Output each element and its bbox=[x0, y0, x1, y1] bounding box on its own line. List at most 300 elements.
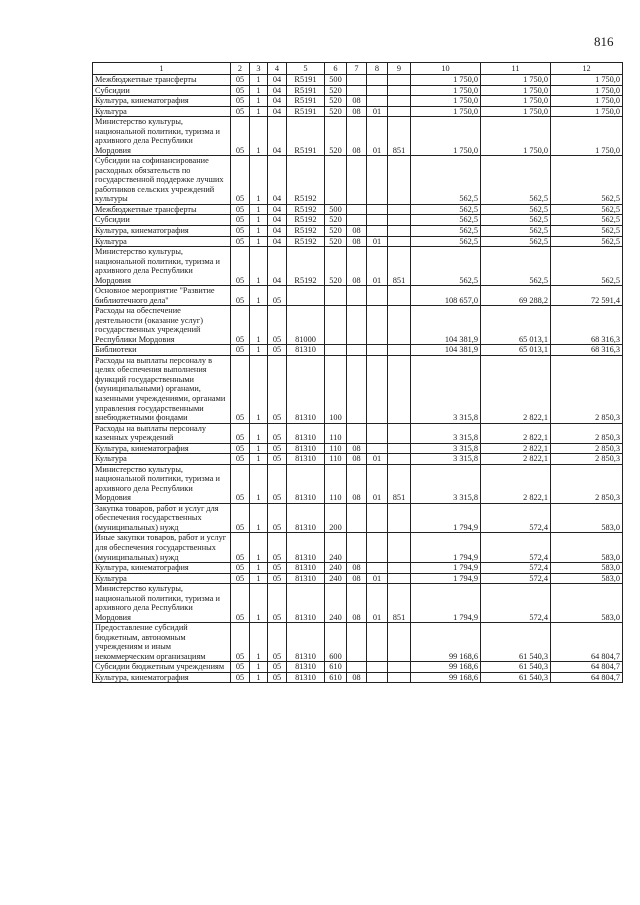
section-code-cell: 05 bbox=[231, 225, 250, 236]
section-code-cell: 05 bbox=[231, 236, 250, 247]
amount-year3-cell: 562,5 bbox=[551, 225, 623, 236]
target-code-cell: R5191 bbox=[287, 85, 325, 96]
table-row bbox=[93, 85, 623, 96]
amount-year2-cell: 572,4 bbox=[481, 533, 551, 563]
ministry-code-cell bbox=[388, 662, 411, 673]
division-code-cell bbox=[347, 215, 367, 226]
program-code-cell: 1 bbox=[250, 236, 268, 247]
section-code-cell: 05 bbox=[231, 117, 250, 156]
program-code-cell: 1 bbox=[250, 503, 268, 533]
row-name-cell: Культура bbox=[93, 236, 231, 247]
program-code-cell: 1 bbox=[250, 225, 268, 236]
section-code-cell: 05 bbox=[231, 286, 250, 306]
subdivision-code-cell: 01 bbox=[367, 106, 388, 117]
subprogram-code-cell: 05 bbox=[268, 443, 287, 454]
expense-type-cell: 520 bbox=[325, 85, 347, 96]
division-code-cell: 08 bbox=[347, 443, 367, 454]
amount-year1-cell: 3 315,8 bbox=[411, 443, 481, 454]
ministry-code-cell bbox=[388, 355, 411, 423]
table-row bbox=[93, 75, 623, 86]
amount-year3-cell: 1 750,0 bbox=[551, 85, 623, 96]
amount-year3-cell: 562,5 bbox=[551, 204, 623, 215]
amount-year2-cell: 61 540,3 bbox=[481, 662, 551, 673]
expense-type-cell: 200 bbox=[325, 503, 347, 533]
expense-type-cell: 110 bbox=[325, 443, 347, 454]
target-code-cell: R5192 bbox=[287, 156, 325, 205]
program-code-cell: 1 bbox=[250, 355, 268, 423]
division-code-cell: 08 bbox=[347, 584, 367, 623]
ministry-code-cell bbox=[388, 623, 411, 662]
amount-year1-cell: 562,5 bbox=[411, 247, 481, 286]
column-header: 11 bbox=[481, 63, 551, 75]
subdivision-code-cell: 01 bbox=[367, 247, 388, 286]
column-header: 6 bbox=[325, 63, 347, 75]
division-code-cell: 08 bbox=[347, 672, 367, 683]
program-code-cell: 1 bbox=[250, 96, 268, 107]
amount-year2-cell: 2 822,1 bbox=[481, 355, 551, 423]
row-name-cell: Культура bbox=[93, 106, 231, 117]
program-code-cell: 1 bbox=[250, 533, 268, 563]
amount-year1-cell: 1 750,0 bbox=[411, 117, 481, 156]
table-row bbox=[93, 106, 623, 117]
subprogram-code-cell: 05 bbox=[268, 662, 287, 673]
amount-year2-cell: 65 013,1 bbox=[481, 345, 551, 356]
amount-year1-cell: 562,5 bbox=[411, 236, 481, 247]
expense-type-cell: 110 bbox=[325, 454, 347, 465]
amount-year3-cell: 1 750,0 bbox=[551, 117, 623, 156]
amount-year1-cell: 99 168,6 bbox=[411, 672, 481, 683]
subdivision-code-cell bbox=[367, 563, 388, 574]
program-code-cell: 1 bbox=[250, 584, 268, 623]
ministry-code-cell bbox=[388, 503, 411, 533]
amount-year1-cell: 562,5 bbox=[411, 215, 481, 226]
amount-year1-cell: 99 168,6 bbox=[411, 662, 481, 673]
amount-year2-cell: 61 540,3 bbox=[481, 623, 551, 662]
expense-type-cell: 520 bbox=[325, 247, 347, 286]
program-code-cell: 1 bbox=[250, 423, 268, 443]
table-row bbox=[93, 533, 623, 563]
subprogram-code-cell: 05 bbox=[268, 503, 287, 533]
section-code-cell: 05 bbox=[231, 464, 250, 503]
column-header: 5 bbox=[287, 63, 325, 75]
row-name-cell: Расходы на выплаты персоналу казенных учреждений bbox=[93, 423, 231, 443]
program-code-cell: 1 bbox=[250, 75, 268, 86]
ministry-code-cell bbox=[388, 75, 411, 86]
section-code-cell: 05 bbox=[231, 204, 250, 215]
table-row bbox=[93, 503, 623, 533]
subprogram-code-cell: 05 bbox=[268, 584, 287, 623]
amount-year2-cell: 562,5 bbox=[481, 236, 551, 247]
ministry-code-cell bbox=[388, 225, 411, 236]
section-code-cell: 05 bbox=[231, 623, 250, 662]
program-code-cell: 1 bbox=[250, 464, 268, 503]
subdivision-code-cell: 01 bbox=[367, 573, 388, 584]
expense-type-cell: 520 bbox=[325, 96, 347, 107]
ministry-code-cell: 851 bbox=[388, 247, 411, 286]
subdivision-code-cell bbox=[367, 345, 388, 356]
division-code-cell: 08 bbox=[347, 573, 367, 584]
subprogram-code-cell: 04 bbox=[268, 96, 287, 107]
ministry-code-cell bbox=[388, 215, 411, 226]
row-name-cell: Культура, кинематография bbox=[93, 672, 231, 683]
subprogram-code-cell: 05 bbox=[268, 306, 287, 345]
budget-table bbox=[92, 62, 623, 683]
subprogram-code-cell: 04 bbox=[268, 156, 287, 205]
subprogram-code-cell: 04 bbox=[268, 225, 287, 236]
amount-year3-cell: 562,5 bbox=[551, 215, 623, 226]
program-code-cell: 1 bbox=[250, 623, 268, 662]
subdivision-code-cell: 01 bbox=[367, 454, 388, 465]
subdivision-code-cell bbox=[367, 204, 388, 215]
amount-year1-cell: 108 657,0 bbox=[411, 286, 481, 306]
expense-type-cell: 240 bbox=[325, 573, 347, 584]
amount-year1-cell: 1 750,0 bbox=[411, 106, 481, 117]
target-code-cell: 81310 bbox=[287, 443, 325, 454]
row-name-cell: Библиотеки bbox=[93, 345, 231, 356]
table-row bbox=[93, 672, 623, 683]
expense-type-cell bbox=[325, 345, 347, 356]
amount-year3-cell: 583,0 bbox=[551, 533, 623, 563]
division-code-cell: 08 bbox=[347, 464, 367, 503]
column-header: 10 bbox=[411, 63, 481, 75]
amount-year1-cell: 1 750,0 bbox=[411, 75, 481, 86]
program-code-cell: 1 bbox=[250, 345, 268, 356]
amount-year1-cell: 3 315,8 bbox=[411, 423, 481, 443]
section-code-cell: 05 bbox=[231, 573, 250, 584]
section-code-cell: 05 bbox=[231, 443, 250, 454]
amount-year1-cell: 562,5 bbox=[411, 204, 481, 215]
division-code-cell: 08 bbox=[347, 454, 367, 465]
section-code-cell: 05 bbox=[231, 503, 250, 533]
division-code-cell bbox=[347, 306, 367, 345]
ministry-code-cell bbox=[388, 306, 411, 345]
table-row bbox=[93, 584, 623, 623]
expense-type-cell: 240 bbox=[325, 584, 347, 623]
target-code-cell: 81310 bbox=[287, 423, 325, 443]
amount-year3-cell: 64 804,7 bbox=[551, 662, 623, 673]
amount-year3-cell: 562,5 bbox=[551, 236, 623, 247]
program-code-cell: 1 bbox=[250, 443, 268, 454]
table-row bbox=[93, 355, 623, 423]
expense-type-cell bbox=[325, 306, 347, 345]
amount-year1-cell: 3 315,8 bbox=[411, 355, 481, 423]
amount-year3-cell: 68 316,3 bbox=[551, 306, 623, 345]
ministry-code-cell bbox=[388, 106, 411, 117]
row-name-cell: Предоставление субсидий бюджетным, автономным учреждениям и иным некоммерческим организациям bbox=[93, 623, 231, 662]
subdivision-code-cell bbox=[367, 623, 388, 662]
target-code-cell: 81310 bbox=[287, 563, 325, 574]
amount-year1-cell: 562,5 bbox=[411, 225, 481, 236]
amount-year1-cell: 99 168,6 bbox=[411, 623, 481, 662]
subprogram-code-cell: 05 bbox=[268, 345, 287, 356]
program-code-cell: 1 bbox=[250, 286, 268, 306]
subprogram-code-cell: 05 bbox=[268, 464, 287, 503]
subprogram-code-cell: 05 bbox=[268, 672, 287, 683]
target-code-cell: 81310 bbox=[287, 464, 325, 503]
amount-year1-cell: 1 794,9 bbox=[411, 503, 481, 533]
subdivision-code-cell bbox=[367, 85, 388, 96]
division-code-cell: 08 bbox=[347, 96, 367, 107]
program-code-cell: 1 bbox=[250, 117, 268, 156]
ministry-code-cell bbox=[388, 96, 411, 107]
amount-year2-cell: 572,4 bbox=[481, 563, 551, 574]
row-name-cell: Культура, кинематография bbox=[93, 96, 231, 107]
amount-year1-cell: 1 794,9 bbox=[411, 573, 481, 584]
row-name-cell: Иные закупки товаров, работ и услуг для обеспечения государственных (муниципальных) нужд bbox=[93, 533, 231, 563]
subprogram-code-cell: 05 bbox=[268, 355, 287, 423]
target-code-cell: 81310 bbox=[287, 355, 325, 423]
amount-year2-cell: 65 013,1 bbox=[481, 306, 551, 345]
table-row bbox=[93, 454, 623, 465]
amount-year2-cell: 2 822,1 bbox=[481, 423, 551, 443]
row-name-cell: Культура bbox=[93, 454, 231, 465]
subdivision-code-cell: 01 bbox=[367, 117, 388, 156]
amount-year3-cell: 72 591,4 bbox=[551, 286, 623, 306]
row-name-cell: Межбюджетные трансферты bbox=[93, 75, 231, 86]
table-row bbox=[93, 563, 623, 574]
expense-type-cell bbox=[325, 156, 347, 205]
division-code-cell bbox=[347, 204, 367, 215]
ministry-code-cell bbox=[388, 345, 411, 356]
amount-year1-cell: 1 794,9 bbox=[411, 584, 481, 623]
target-code-cell: 81310 bbox=[287, 503, 325, 533]
row-name-cell: Культура, кинематография bbox=[93, 563, 231, 574]
amount-year2-cell: 562,5 bbox=[481, 156, 551, 205]
ministry-code-cell bbox=[388, 286, 411, 306]
amount-year2-cell: 2 822,1 bbox=[481, 443, 551, 454]
program-code-cell: 1 bbox=[250, 106, 268, 117]
subdivision-code-cell bbox=[367, 533, 388, 563]
amount-year2-cell: 1 750,0 bbox=[481, 75, 551, 86]
target-code-cell: R5191 bbox=[287, 106, 325, 117]
ministry-code-cell: 851 bbox=[388, 584, 411, 623]
target-code-cell: R5192 bbox=[287, 204, 325, 215]
subprogram-code-cell: 05 bbox=[268, 573, 287, 584]
amount-year3-cell: 2 850,3 bbox=[551, 443, 623, 454]
subprogram-code-cell: 04 bbox=[268, 106, 287, 117]
program-code-cell: 1 bbox=[250, 573, 268, 584]
amount-year1-cell: 1 750,0 bbox=[411, 85, 481, 96]
table-row bbox=[93, 464, 623, 503]
expense-type-cell: 600 bbox=[325, 623, 347, 662]
program-code-cell: 1 bbox=[250, 662, 268, 673]
row-name-cell: Министерство культуры, национальной политики, туризма и архивного дела Республики Мордовия bbox=[93, 584, 231, 623]
program-code-cell: 1 bbox=[250, 156, 268, 205]
amount-year2-cell: 572,4 bbox=[481, 503, 551, 533]
program-code-cell: 1 bbox=[250, 672, 268, 683]
row-name-cell: Закупка товаров, работ и услуг для обеспечения государственных (муниципальных) нужд bbox=[93, 503, 231, 533]
subprogram-code-cell: 04 bbox=[268, 236, 287, 247]
table-row bbox=[93, 286, 623, 306]
section-code-cell: 05 bbox=[231, 662, 250, 673]
division-code-cell: 08 bbox=[347, 563, 367, 574]
target-code-cell: R5192 bbox=[287, 247, 325, 286]
program-code-cell: 1 bbox=[250, 215, 268, 226]
subdivision-code-cell bbox=[367, 662, 388, 673]
ministry-code-cell bbox=[388, 573, 411, 584]
amount-year2-cell: 562,5 bbox=[481, 215, 551, 226]
division-code-cell bbox=[347, 662, 367, 673]
target-code-cell: 81310 bbox=[287, 573, 325, 584]
target-code-cell: 81310 bbox=[287, 672, 325, 683]
row-name-cell: Культура, кинематография bbox=[93, 443, 231, 454]
ministry-code-cell bbox=[388, 85, 411, 96]
amount-year2-cell: 572,4 bbox=[481, 573, 551, 584]
row-name-cell: Межбюджетные трансферты bbox=[93, 204, 231, 215]
amount-year2-cell: 61 540,3 bbox=[481, 672, 551, 683]
section-code-cell: 05 bbox=[231, 247, 250, 286]
target-code-cell bbox=[287, 286, 325, 306]
division-code-cell bbox=[347, 623, 367, 662]
section-code-cell: 05 bbox=[231, 156, 250, 205]
target-code-cell: R5191 bbox=[287, 96, 325, 107]
amount-year3-cell: 583,0 bbox=[551, 563, 623, 574]
subdivision-code-cell: 01 bbox=[367, 464, 388, 503]
expense-type-cell: 500 bbox=[325, 75, 347, 86]
row-name-cell: Расходы на выплаты персоналу в целях обеспечения выполнения функций государственными (муниципальными) органами, казенными учреждениями, органами управления государственными внебюджетными фондами bbox=[93, 355, 231, 423]
section-code-cell: 05 bbox=[231, 563, 250, 574]
amount-year2-cell: 69 288,2 bbox=[481, 286, 551, 306]
amount-year1-cell: 104 381,9 bbox=[411, 306, 481, 345]
table-row bbox=[93, 236, 623, 247]
section-code-cell: 05 bbox=[231, 85, 250, 96]
section-code-cell: 05 bbox=[231, 215, 250, 226]
division-code-cell bbox=[347, 85, 367, 96]
column-header: 3 bbox=[250, 63, 268, 75]
amount-year2-cell: 1 750,0 bbox=[481, 85, 551, 96]
amount-year3-cell: 583,0 bbox=[551, 503, 623, 533]
amount-year2-cell: 1 750,0 bbox=[481, 106, 551, 117]
amount-year1-cell: 1 750,0 bbox=[411, 96, 481, 107]
division-code-cell: 08 bbox=[347, 225, 367, 236]
program-code-cell: 1 bbox=[250, 454, 268, 465]
target-code-cell: 81310 bbox=[287, 533, 325, 563]
ministry-code-cell bbox=[388, 672, 411, 683]
amount-year3-cell: 2 850,3 bbox=[551, 464, 623, 503]
amount-year2-cell: 1 750,0 bbox=[481, 96, 551, 107]
subdivision-code-cell bbox=[367, 355, 388, 423]
amount-year2-cell: 562,5 bbox=[481, 247, 551, 286]
table-row bbox=[93, 573, 623, 584]
target-code-cell: R5191 bbox=[287, 75, 325, 86]
section-code-cell: 05 bbox=[231, 75, 250, 86]
amount-year1-cell: 3 315,8 bbox=[411, 464, 481, 503]
target-code-cell: 81310 bbox=[287, 662, 325, 673]
table-row bbox=[93, 247, 623, 286]
column-header: 4 bbox=[268, 63, 287, 75]
division-code-cell: 08 bbox=[347, 106, 367, 117]
row-name-cell: Министерство культуры, национальной политики, туризма и архивного дела Республики Мордовия bbox=[93, 464, 231, 503]
row-name-cell: Культура bbox=[93, 573, 231, 584]
ministry-code-cell bbox=[388, 563, 411, 574]
column-header: 1 bbox=[93, 63, 231, 75]
table-row bbox=[93, 225, 623, 236]
amount-year3-cell: 1 750,0 bbox=[551, 106, 623, 117]
division-code-cell bbox=[347, 286, 367, 306]
amount-year2-cell: 2 822,1 bbox=[481, 464, 551, 503]
row-name-cell: Субсидии на софинансирование расходных обязательств по государственной поддержке лучших работников сельских учреждений культуры bbox=[93, 156, 231, 205]
division-code-cell: 08 bbox=[347, 236, 367, 247]
ministry-code-cell bbox=[388, 204, 411, 215]
section-code-cell: 05 bbox=[231, 306, 250, 345]
ministry-code-cell: 851 bbox=[388, 464, 411, 503]
expense-type-cell: 610 bbox=[325, 672, 347, 683]
subdivision-code-cell bbox=[367, 286, 388, 306]
division-code-cell: 08 bbox=[347, 117, 367, 156]
subprogram-code-cell: 04 bbox=[268, 204, 287, 215]
table-row bbox=[93, 345, 623, 356]
section-code-cell: 05 bbox=[231, 584, 250, 623]
expense-type-cell: 500 bbox=[325, 204, 347, 215]
section-code-cell: 05 bbox=[231, 672, 250, 683]
ministry-code-cell bbox=[388, 454, 411, 465]
amount-year1-cell: 3 315,8 bbox=[411, 454, 481, 465]
table-row bbox=[93, 156, 623, 205]
column-header: 12 bbox=[551, 63, 623, 75]
division-code-cell bbox=[347, 345, 367, 356]
amount-year3-cell: 1 750,0 bbox=[551, 75, 623, 86]
expense-type-cell: 520 bbox=[325, 117, 347, 156]
target-code-cell: R5192 bbox=[287, 215, 325, 226]
subdivision-code-cell: 01 bbox=[367, 584, 388, 623]
subdivision-code-cell bbox=[367, 672, 388, 683]
subdivision-code-cell bbox=[367, 503, 388, 533]
table-row bbox=[93, 204, 623, 215]
amount-year2-cell: 562,5 bbox=[481, 204, 551, 215]
table-row bbox=[93, 117, 623, 156]
amount-year3-cell: 562,5 bbox=[551, 247, 623, 286]
amount-year1-cell: 562,5 bbox=[411, 156, 481, 205]
expense-type-cell: 100 bbox=[325, 355, 347, 423]
section-code-cell: 05 bbox=[231, 355, 250, 423]
subdivision-code-cell bbox=[367, 225, 388, 236]
section-code-cell: 05 bbox=[231, 533, 250, 563]
division-code-cell bbox=[347, 75, 367, 86]
column-header: 8 bbox=[367, 63, 388, 75]
row-name-cell: Субсидии bbox=[93, 215, 231, 226]
row-name-cell: Министерство культуры, национальной политики, туризма и архивного дела Республики Мордовия bbox=[93, 117, 231, 156]
section-code-cell: 05 bbox=[231, 106, 250, 117]
row-name-cell: Культура, кинематография bbox=[93, 225, 231, 236]
amount-year3-cell: 2 850,3 bbox=[551, 355, 623, 423]
target-code-cell: 81310 bbox=[287, 454, 325, 465]
column-header: 9 bbox=[388, 63, 411, 75]
subprogram-code-cell: 05 bbox=[268, 563, 287, 574]
ministry-code-cell bbox=[388, 443, 411, 454]
amount-year3-cell: 64 804,7 bbox=[551, 623, 623, 662]
row-name-cell: Министерство культуры, национальной политики, туризма и архивного дела Республики Мордовия bbox=[93, 247, 231, 286]
subprogram-code-cell: 04 bbox=[268, 75, 287, 86]
expense-type-cell: 110 bbox=[325, 423, 347, 443]
target-code-cell: 81310 bbox=[287, 345, 325, 356]
subprogram-code-cell: 04 bbox=[268, 117, 287, 156]
subprogram-code-cell: 04 bbox=[268, 85, 287, 96]
expense-type-cell: 520 bbox=[325, 215, 347, 226]
subprogram-code-cell: 05 bbox=[268, 286, 287, 306]
program-code-cell: 1 bbox=[250, 563, 268, 574]
ministry-code-cell bbox=[388, 533, 411, 563]
section-code-cell: 05 bbox=[231, 454, 250, 465]
subdivision-code-cell bbox=[367, 96, 388, 107]
target-code-cell: 81310 bbox=[287, 584, 325, 623]
subprogram-code-cell: 05 bbox=[268, 623, 287, 662]
expense-type-cell bbox=[325, 286, 347, 306]
section-code-cell: 05 bbox=[231, 345, 250, 356]
table-row bbox=[93, 443, 623, 454]
target-code-cell: R5192 bbox=[287, 236, 325, 247]
program-code-cell: 1 bbox=[250, 85, 268, 96]
row-name-cell: Субсидии bbox=[93, 85, 231, 96]
